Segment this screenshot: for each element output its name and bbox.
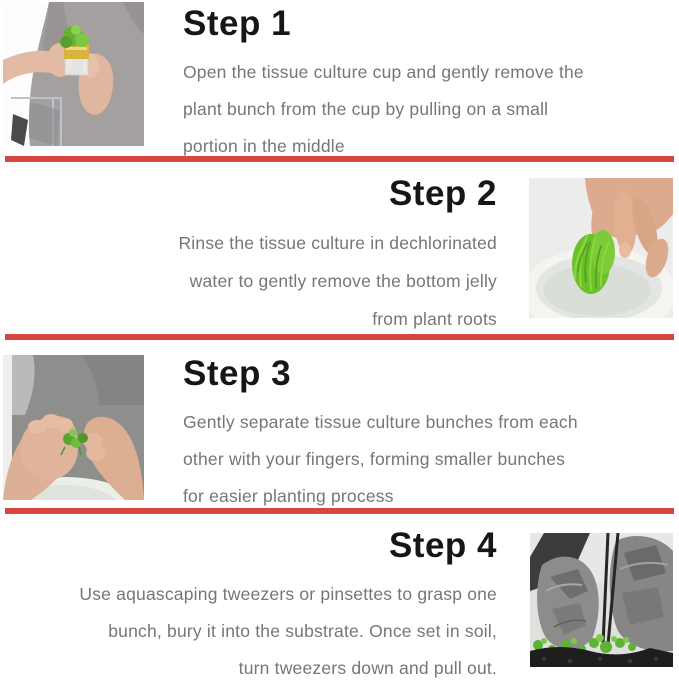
step3-photo-illustration [3, 355, 144, 500]
step3-line-2: other with your fingers, forming smaller bunches [183, 449, 566, 469]
step1-line-2: plant bunch from the cup by pulling on a small [183, 99, 549, 119]
step2-title: Step 2 [388, 174, 497, 213]
step1-line-3: portion in the middle [183, 136, 345, 156]
step4-line-2: bunch, bury it into the substrate. Once set in soil, [108, 621, 497, 641]
step2-photo [529, 178, 673, 318]
step2-photo-illustration [529, 178, 673, 318]
step3-line-1: Gently separate tissue culture bunches from each [183, 412, 578, 432]
red-divider-3 [5, 508, 674, 514]
red-divider-1 [5, 156, 674, 162]
step1-text-block [183, 2, 643, 165]
step1-photo-illustration [3, 2, 144, 146]
step1-line-1: Open the tissue culture cup and gently remove the [183, 62, 584, 82]
step2-text-block [40, 172, 497, 338]
step2-description [40, 224, 497, 338]
step3-photo [3, 355, 144, 500]
step1-description [183, 54, 643, 165]
step3-description [183, 404, 653, 515]
step4-line-3: turn tweezers down and pull out. [238, 658, 497, 678]
step2-line-1: Rinse the tissue culture in dechlorinated [178, 233, 497, 253]
step4-photo-illustration [530, 533, 673, 667]
step3-line-3: for easier planting process [183, 486, 394, 506]
step4-description [30, 576, 497, 687]
step3-title: Step 3 [183, 354, 292, 393]
step3-text-block [183, 352, 653, 515]
step1-title: Step 1 [183, 4, 292, 43]
red-divider-2 [5, 334, 674, 340]
step2-line-2: water to gently remove the bottom jelly [189, 271, 497, 291]
step1-photo [3, 2, 144, 146]
step4-text-block [30, 524, 497, 687]
step4-photo [530, 533, 673, 667]
step4-title: Step 4 [388, 526, 497, 565]
step4-line-1: Use aquascaping tweezers or pinsettes to grasp one [79, 584, 497, 604]
step2-line-3: from plant roots [372, 309, 497, 329]
